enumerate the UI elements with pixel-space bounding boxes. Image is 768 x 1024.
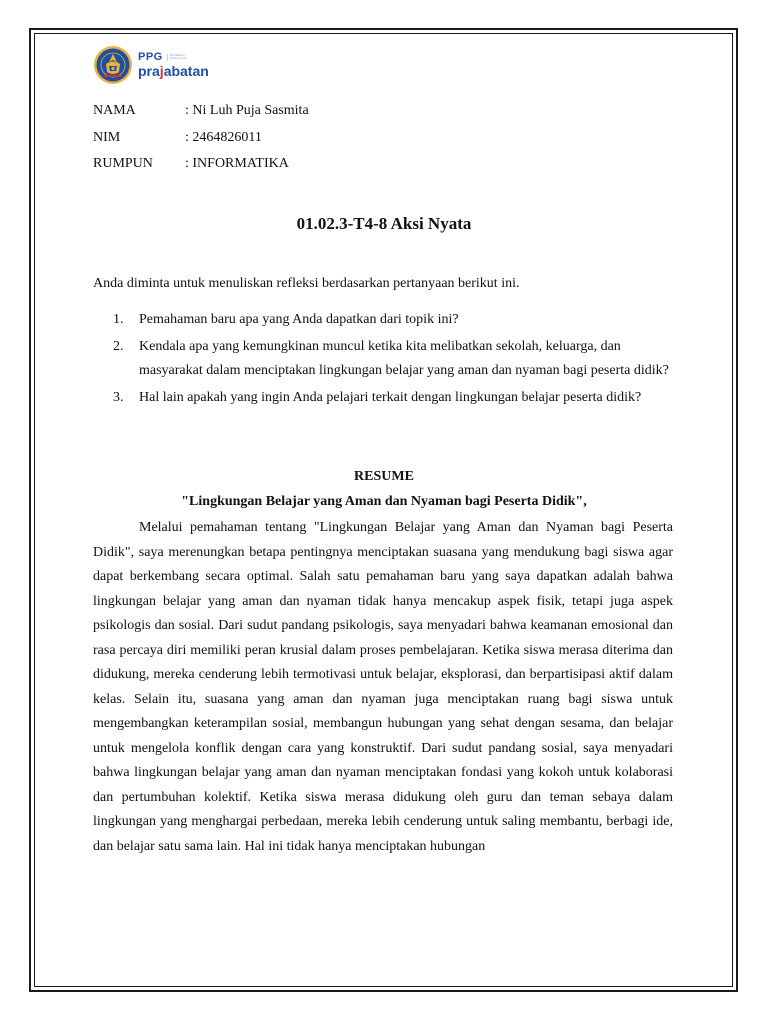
identity-value: : 2464826011 bbox=[185, 129, 262, 145]
reflection-questions bbox=[93, 308, 678, 412]
identity-row-name bbox=[93, 98, 309, 125]
question-text: Pemahaman baru apa yang Anda dapatkan dari topik ini? bbox=[139, 312, 459, 327]
document-title: 01.02.3-T4-8 Aksi Nyata bbox=[296, 214, 472, 233]
logo-wordmark-rest: abatan bbox=[163, 63, 209, 79]
intro-instruction: Anda diminta untuk menuliskan refleksi berdasarkan pertanyaan berikut ini. bbox=[93, 276, 520, 291]
question-text: Hal lain apakah yang ingin Anda pelajari terkait dengan lingkungan belajar peserta didik? bbox=[139, 389, 642, 405]
logo-wordmark-main: pra bbox=[138, 63, 160, 79]
identity-label: NAMA bbox=[93, 103, 136, 118]
logo-program: PPG bbox=[138, 51, 163, 63]
identity-row-nim bbox=[93, 125, 309, 152]
logo-wordmark bbox=[138, 63, 209, 79]
student-identity bbox=[93, 98, 309, 178]
question-item bbox=[93, 386, 678, 411]
question-number: 1. bbox=[113, 312, 124, 327]
identity-value: : INFORMATIKA bbox=[185, 156, 289, 171]
identity-value: : Ni Luh Puja Sasmita bbox=[185, 103, 309, 118]
question-number: 2. bbox=[113, 338, 124, 354]
question-item bbox=[93, 308, 678, 333]
identity-row-rumpun bbox=[93, 151, 309, 178]
university-seal-icon bbox=[93, 45, 133, 85]
ppg-prajabatan-logo bbox=[93, 44, 209, 86]
resume-subtitle: "Lingkungan Belajar yang Aman dan Nyaman bagi Peserta Didik", bbox=[181, 494, 587, 509]
logo-wordmark-accent: j bbox=[159, 63, 164, 79]
question-item bbox=[93, 335, 678, 384]
logo-tagline: Pendidikan Profesi Guru bbox=[167, 54, 192, 61]
identity-label: RUMPUN bbox=[93, 156, 153, 171]
resume-heading: RESUME bbox=[354, 469, 414, 484]
resume-body: Melalui pemahaman tentang "Lingkungan Belajar yang Aman dan Nyaman bagi Peserta Didik", saya merenungkan betapa pentingnya menciptakan suasana yang mendukung bagi siswa agar dapat berkembang secara optimal. Salah satu pemahaman baru yang saya dapatkan adalah bahwa lingkungan belajar yang aman dan nyaman tidak hanya mencakup aspek fisik, tetapi juga aspek psikologis dan sosial. Dari sudut pandang psikologis, saya menyadari bahwa keamanan emosional dan rasa percaya diri memiliki peran krusial dalam proses pembelajaran. Ketika siswa merasa diterima dan didukung, mereka cenderung lebih termotivasi untuk belajar, eksplorasi, dan berpartisipasi aktif dalam kelas. Selain itu, suasana yang aman dan nyaman juga menciptakan ruang bagi siswa untuk mengembangkan keterampilan sosial, membangun hubungan yang sehat dengan sesama, dan belajar untuk mengelola konflik dengan cara yang konstruktif. Dari sudut pandang sosial, saya menyadari bahwa lingkungan belajar yang aman dan nyaman menciptakan fondasi yang kokoh untuk kolaborasi dan pertumbuhan kolektif. Ketika siswa merasa didukung oleh guru dan teman sebaya dalam lingkungan yang menghargai perbedaan, mereka lebih cenderung untuk saling membantu, berbagi ide, dan belajar satu sama lain. Hal ini tidak hanya menciptakan hubungan bbox=[93, 520, 673, 854]
identity-label: NIM bbox=[93, 129, 121, 145]
question-text: Kendala apa yang kemungkinan muncul ketika kita melibatkan sekolah, keluarga, dan masyarakat dalam menciptakan lingkungan belajar yang aman dan nyaman bagi peserta didik? bbox=[139, 338, 669, 378]
question-number: 3. bbox=[113, 389, 124, 405]
